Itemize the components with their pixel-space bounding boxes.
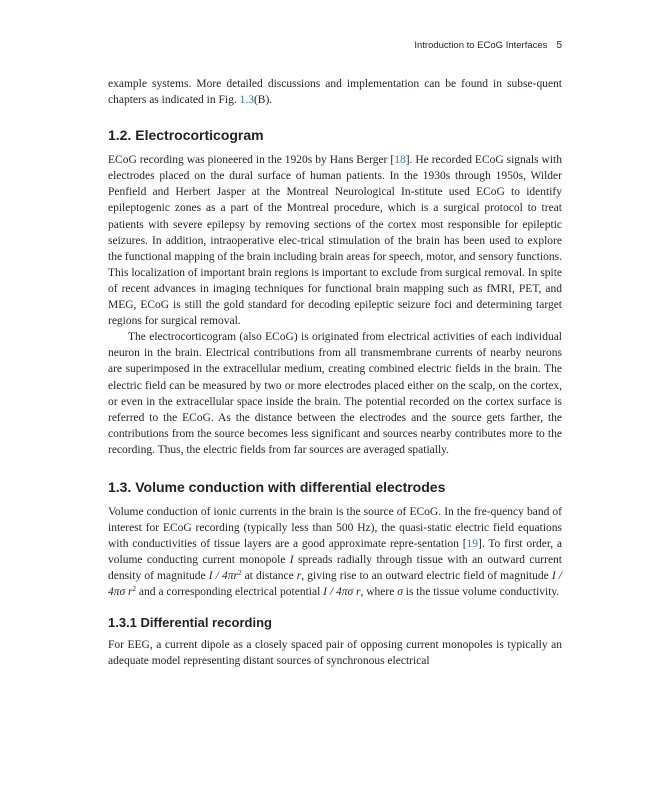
text-run: is the tissue volume conductivity. [402,586,560,599]
text-run: and a corresponding electrical potential [136,586,324,599]
intro-text: example systems. More detailed discussions and implementation can be found in subse-quent chapters as indicated in Fig. [108,78,562,107]
intro-text-end: (B). [253,94,273,107]
paragraph-volume-conduction [108,504,562,601]
math-variable: r [296,570,302,583]
figure-reference-link[interactable]: 1.3 [239,94,254,107]
text-run: ]. He recorded ECoG signals with electrodes placed on the dural surface of human patients. In the 1930s through 1950s, Wilder Penfield and Herbert Jasper at the Montreal Neurological In-stitute used ECoG to identify epileptogenic zones as a part of the Montreal procedure, which is a surgical protocol to treat patients with severe epilepsy by removing sections of the cortex most responsible for epileptic seizures. In addition, intraoperative elec-trical stimulation of the brain has been used to explore the functional mapping of the brain including brain areas for speech, motor, and sensory functions. This localization of important brain regions is important to exclude from surgical removal. In spite of recent advances in imaging techniques for functional brain mapping such as fMRI, PET, and MEG, ECoG is still the gold standard for decoding epileptic seizure foci and determining target regions for surgical removal. [108,154,562,328]
math-expression: I / 4πσ r [108,570,563,599]
subsection-heading-differential-recording: 1.3.1 Differential recording [108,614,272,630]
text-run: ECoG recording was pioneered in the 1920s by Hans Berger [ [108,154,395,167]
text-run: , where [360,586,398,599]
section-heading-electrocorticogram: 1.2. Electrocorticogram [108,127,264,144]
running-title: Introduction to ECoG Interfaces [414,40,548,51]
text-run: spreads radially through tissue with an outward current density of magnitude [108,554,562,583]
math-expression: I / 4πr [208,570,238,583]
paragraph-differential-recording: For EEG, a current dipole as a closely spaced pair of opposing current monopoles is typically an adequate model representing distant sources of synchronous electrical [108,638,562,667]
text-run: Volume conduction of ionic currents in the brain is the source of ECoG. In the fre-quency band of interest for ECoG recording (typically less than 500 Hz), the quasi-static electric field equations with conductivities of tissue layers are a good approximate repre-sentation [ [108,505,562,551]
math-expression: I / 4πσ r [323,586,361,599]
math-variable: I [289,554,294,567]
paragraph-ecog-history [108,152,562,329]
running-head [414,40,562,51]
page-number: 5 [556,40,562,51]
page-content [108,76,562,669]
paragraph-ecog-origin: The electrocorticogram (also ECoG) is originated from electrical activities of each individual neuron in the brain. Electrical contributions from all transmembrane currents of nearby neurons are superimposed in the extracellular medium, creating combined electric fields in the brain. The electric field can be measured by two or more electrodes placed either on the scalp, on the cortex, or even in the extracellular space inside the brain. The potential recorded on the cortex surface is referred to the ECoG. As the distance between the electrodes and the source gets farther, the contributions from the source becomes less significant and sources nearby contributes more to the recording. Thus, the electric fields from far sources are averaged spatially. [108,331,562,456]
citation-link[interactable]: 18 [394,154,406,167]
citation-link[interactable]: 19 [466,538,479,551]
section-heading-volume-conduction: 1.3. Volume conduction with differential electrodes [108,478,446,495]
math-exponent: 2 [132,585,137,594]
text-run: at distance [241,570,297,583]
math-variable: σ [397,586,403,599]
math-exponent: 2 [237,569,242,578]
intro-paragraph [108,76,562,108]
text-run: , giving rise to an outward electric field of magnitude [301,570,552,583]
text-run: ]. To first order, a volume conducting current monopole [108,538,562,567]
